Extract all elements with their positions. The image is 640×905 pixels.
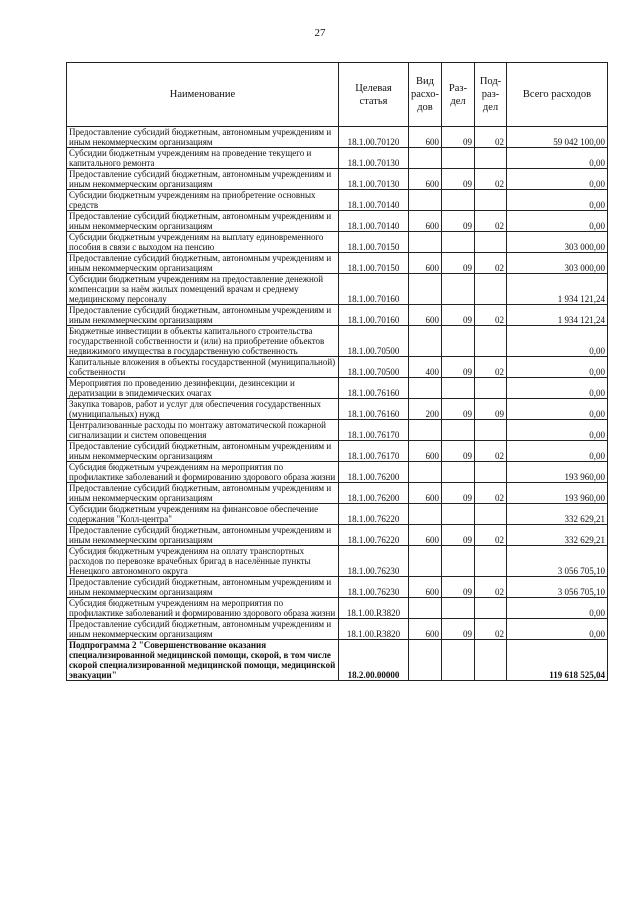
cell-total: 303 000,00 [507,232,608,253]
cell-name: Субсидии бюджетным учреждениям на проведение текущего и капитального ремонта [67,148,339,169]
cell-name: Предоставление субсидий бюджетным, автономным учреждениям и иным некоммерческим организациям [67,127,339,148]
cell-name: Предоставление субсидий бюджетным, автономным учреждениям и иным некоммерческим организациям [67,577,339,598]
cell-podr [475,504,507,525]
cell-vid [409,546,442,577]
cell-name: Мероприятия по проведению дезинфекции, дезинсекции и дератизации в эпидемических очагах [67,378,339,399]
cell-podr [475,420,507,441]
cell-code: 18.1.00.76220 [339,525,409,546]
cell-podr: 02 [475,305,507,326]
table-row [67,253,608,274]
table-row [67,378,608,399]
cell-razd [442,232,475,253]
cell-name: Капитальные вложения в объекты государственной (муниципальной) собственности [67,357,339,378]
cell-name: Предоставление субсидий бюджетным, автономным учреждениям и иным некоммерческим организациям [67,169,339,190]
cell-vid: 200 [409,399,442,420]
cell-podr [475,640,507,681]
cell-razd: 09 [442,357,475,378]
cell-vid: 600 [409,169,442,190]
table-row [67,640,608,681]
cell-podr: 02 [475,357,507,378]
cell-name: Бюджетные инвестиции в объекты капитального строительства государственной собственности и (или) на приобретение объектов недвижимого имущества в государственную собственность [67,326,339,357]
cell-code: 18.1.00.R3820 [339,598,409,619]
cell-vid: 600 [409,211,442,232]
cell-razd [442,274,475,305]
cell-name: Предоставление субсидий бюджетным, автономным учреждениям и иным некоммерческим организациям [67,525,339,546]
cell-podr [475,148,507,169]
cell-podr: 02 [475,169,507,190]
cell-name: Субсидии бюджетным учреждениям на финансовое обеспечение содержания "Колл-центра" [67,504,339,525]
cell-vid [409,504,442,525]
cell-total: 59 042 100,00 [507,127,608,148]
header-row [67,63,608,127]
cell-total: 0,00 [507,378,608,399]
cell-vid: 600 [409,253,442,274]
cell-razd: 09 [442,619,475,640]
cell-vid [409,640,442,681]
cell-total: 0,00 [507,619,608,640]
cell-podr: 09 [475,399,507,420]
header-vid: Вид расхо-дов [409,63,442,127]
cell-name: Субсидия бюджетным учреждениям на мероприятия по профилактике заболеваний и формированию здорового образа жизни [67,598,339,619]
cell-name: Централизованные расходы по монтажу автоматической пожарной сигнализации и систем оповещения [67,420,339,441]
cell-code: 18.1.00.70500 [339,357,409,378]
cell-vid: 400 [409,357,442,378]
table-row [67,420,608,441]
cell-total: 3 056 705,10 [507,546,608,577]
cell-podr: 02 [475,619,507,640]
table-row [67,399,608,420]
cell-razd: 09 [442,577,475,598]
table-row [67,546,608,577]
cell-code: 18.1.00.70150 [339,253,409,274]
cell-name: Предоставление субсидий бюджетным, автономным учреждениям и иным некоммерческим организациям [67,483,339,504]
cell-razd [442,546,475,577]
cell-code: 18.1.00.70150 [339,232,409,253]
cell-code: 18.1.00.76160 [339,378,409,399]
cell-razd: 09 [442,483,475,504]
header-name: Наименование [67,63,339,127]
cell-total: 0,00 [507,211,608,232]
cell-vid: 600 [409,525,442,546]
cell-razd: 09 [442,399,475,420]
cell-total: 303 000,00 [507,253,608,274]
cell-code: 18.1.00.70130 [339,169,409,190]
cell-total: 0,00 [507,190,608,211]
cell-razd [442,504,475,525]
table-row [67,441,608,462]
cell-total: 0,00 [507,148,608,169]
header-total: Всего расходов [507,63,608,127]
cell-code: 18.1.00.70160 [339,274,409,305]
cell-vid [409,274,442,305]
cell-name: Предоставление субсидий бюджетным, автономным учреждениям и иным некоммерческим организациям [67,305,339,326]
cell-code: 18.1.00.R3820 [339,619,409,640]
cell-total: 0,00 [507,169,608,190]
cell-razd: 09 [442,525,475,546]
cell-vid [409,232,442,253]
cell-vid [409,420,442,441]
table-row [67,190,608,211]
table-row [67,326,608,357]
cell-total: 0,00 [507,357,608,378]
cell-vid [409,190,442,211]
cell-vid [409,148,442,169]
cell-razd [442,378,475,399]
cell-podr: 02 [475,577,507,598]
cell-total: 0,00 [507,598,608,619]
table-row [67,504,608,525]
table-row [67,232,608,253]
cell-vid: 600 [409,619,442,640]
cell-razd [442,190,475,211]
cell-vid [409,462,442,483]
cell-vid: 600 [409,441,442,462]
cell-total: 0,00 [507,420,608,441]
table-row [67,274,608,305]
table-row [67,483,608,504]
cell-name: Предоставление субсидий бюджетным, автономным учреждениям и иным некоммерческим организациям [67,619,339,640]
cell-total: 332 629,21 [507,525,608,546]
cell-podr [475,462,507,483]
cell-code: 18.1.00.76230 [339,577,409,598]
cell-razd: 09 [442,441,475,462]
cell-vid: 600 [409,577,442,598]
cell-podr [475,546,507,577]
cell-name: Субсидия бюджетным учреждениям на оплату транспортных расходов по перевозке врачебных бригад в населённые пункты Ненецкого автономного округа [67,546,339,577]
cell-code: 18.1.00.70120 [339,127,409,148]
cell-podr: 02 [475,211,507,232]
cell-podr: 02 [475,253,507,274]
cell-name: Предоставление субсидий бюджетным, автономным учреждениям и иным некоммерческим организациям [67,441,339,462]
cell-code: 18.1.00.76170 [339,420,409,441]
cell-podr: 02 [475,441,507,462]
cell-razd: 09 [442,305,475,326]
cell-vid: 600 [409,127,442,148]
cell-total: 193 960,00 [507,462,608,483]
cell-code: 18.1.00.70130 [339,148,409,169]
cell-code: 18.1.00.76200 [339,462,409,483]
table-row [67,462,608,483]
cell-name: Субсидия бюджетным учреждениям на мероприятия по профилактике заболеваний и формированию здорового образа жизни [67,462,339,483]
cell-razd: 09 [442,211,475,232]
cell-name: Субсидии бюджетным учреждениям на предоставление денежной компенсации за наём жилых помещений врачам и среднему медицинскому персоналу [67,274,339,305]
cell-name: Подпрограмма 2 "Совершенствование оказания специализированной медицинской помощи, скорой, в том числе скорой специализированной медицинской помощи, медицинской эвакуации" [67,640,339,681]
cell-razd: 09 [442,127,475,148]
table-row [67,577,608,598]
cell-total: 1 934 121,24 [507,305,608,326]
cell-total: 1 934 121,24 [507,274,608,305]
cell-total: 0,00 [507,399,608,420]
cell-total: 0,00 [507,441,608,462]
cell-podr [475,232,507,253]
table-row [67,169,608,190]
cell-podr [475,190,507,211]
cell-razd: 09 [442,169,475,190]
cell-razd [442,326,475,357]
table-row [67,619,608,640]
cell-code: 18.1.00.76200 [339,483,409,504]
cell-code: 18.1.00.70140 [339,211,409,232]
cell-podr [475,598,507,619]
cell-razd [442,148,475,169]
cell-podr [475,326,507,357]
table-body [67,127,608,681]
cell-razd [442,598,475,619]
cell-name: Субсидии бюджетным учреждениям на приобретение основных средств [67,190,339,211]
cell-name: Закупка товаров, работ и услуг для обеспечения государственных (муниципальных) нужд [67,399,339,420]
cell-name: Субсидии бюджетным учреждениям на выплату единовременного пособия в связи с выходом на пенсию [67,232,339,253]
table-row [67,598,608,619]
cell-code: 18.1.00.76230 [339,546,409,577]
cell-total: 0,00 [507,326,608,357]
cell-code: 18.1.00.70140 [339,190,409,211]
cell-razd [442,462,475,483]
table-row [67,211,608,232]
cell-total: 193 960,00 [507,483,608,504]
table-row [67,525,608,546]
cell-podr: 02 [475,525,507,546]
header-podrazdel: Под-раз-дел [475,63,507,127]
cell-vid [409,378,442,399]
cell-vid: 600 [409,483,442,504]
cell-podr [475,378,507,399]
table-row [67,127,608,148]
header-target: Целевая статья [339,63,409,127]
table-row [67,357,608,378]
cell-total: 332 629,21 [507,504,608,525]
cell-code: 18.1.00.76220 [339,504,409,525]
cell-total: 3 056 705,10 [507,577,608,598]
header-razdel: Раз-дел [442,63,475,127]
table-row [67,148,608,169]
page-number: 27 [314,27,326,39]
cell-vid [409,598,442,619]
cell-vid: 600 [409,305,442,326]
cell-razd [442,640,475,681]
cell-code: 18.1.00.76170 [339,441,409,462]
cell-podr: 02 [475,127,507,148]
cell-podr: 02 [475,483,507,504]
cell-razd [442,420,475,441]
cell-code: 18.1.00.70160 [339,305,409,326]
cell-code: 18.2.00.00000 [339,640,409,681]
cell-vid [409,326,442,357]
cell-code: 18.1.00.76160 [339,399,409,420]
cell-total: 119 618 525,04 [507,640,608,681]
table-row [67,305,608,326]
cell-podr [475,274,507,305]
cell-name: Предоставление субсидий бюджетным, автономным учреждениям и иным некоммерческим организациям [67,253,339,274]
cell-code: 18.1.00.70500 [339,326,409,357]
cell-razd: 09 [442,253,475,274]
budget-table [66,62,608,681]
cell-name: Предоставление субсидий бюджетным, автономным учреждениям и иным некоммерческим организациям [67,211,339,232]
